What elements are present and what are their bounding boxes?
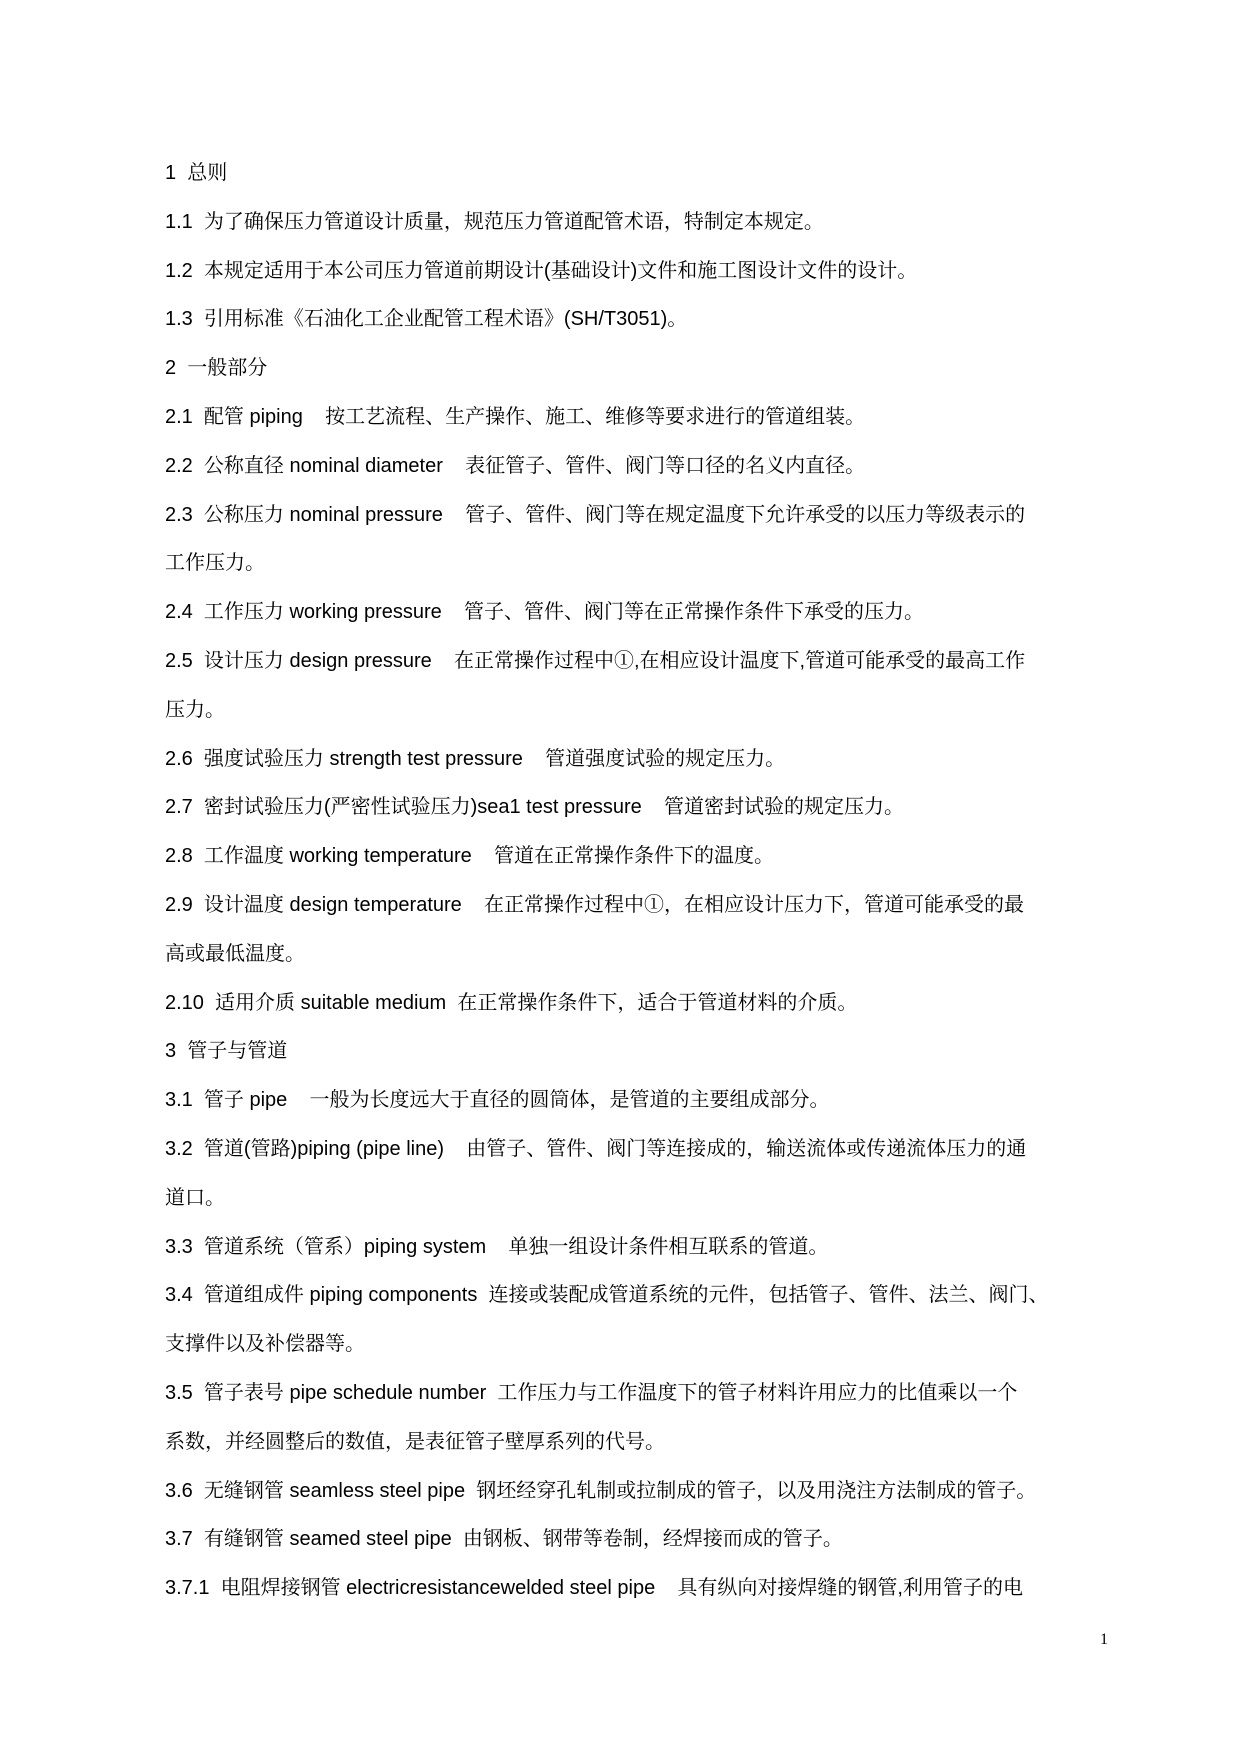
document-body xyxy=(165,149,1115,1613)
clause-2-9: 2.9 设计温度 design temperature 在正常操作过程中①，在相应设计压力下，管道可能承受的最 xyxy=(165,893,1025,916)
clause-2-8: 2.8 工作温度 working temperature 管道在正常操作条件下的温度。 xyxy=(165,845,775,868)
clause-3-7: 3.7 有缝钢管 seamed steel pipe 由钢板、钢带等卷制，经焊接而成的管子。 xyxy=(165,1528,843,1551)
clause-2-1: 2.1 配管 piping 按工艺流程、生产操作、施工、维修等要求进行的管道组装。 xyxy=(165,405,866,428)
clause-3-4: 3.4 管道组成件 piping components 连接或装配成管道系统的元件，包括管子、管件、法兰、阀门、 xyxy=(165,1284,1049,1307)
clause-2-9-continuation: 高或最低温度。 xyxy=(165,942,305,965)
section-heading-pipes: 3 管子与管道 xyxy=(165,1040,288,1063)
clause-3-5: 3.5 管子表号 pipe schedule number 工作压力与工作温度下的管子材料许用应力的比值乘以一个 xyxy=(165,1381,1018,1404)
clause-2-7: 2.7 密封试验压力(严密性试验压力)sea1 test pressure 管道密封试验的规定压力。 xyxy=(165,796,904,819)
clause-2-5-continuation: 压力。 xyxy=(165,698,225,721)
section-heading-general-part: 2 一般部分 xyxy=(165,357,268,380)
section-heading-general: 1 总则 xyxy=(165,162,228,184)
clause-2-10: 2.10 适用介质 suitable medium 在正常操作条件下，适合于管道材料的介质。 xyxy=(165,991,858,1014)
clause-3-6: 3.6 无缝钢管 seamless steel pipe 钢坯经穿孔轧制或拉制成的管子，以及用浇注方法制成的管子。 xyxy=(165,1479,1037,1502)
clause-3-1: 3.1 管子 pipe 一般为长度远大于直径的圆筒体，是管道的主要组成部分。 xyxy=(165,1089,830,1112)
clause-2-4: 2.4 工作压力 working pressure 管子、管件、阀门等在正常操作条件下承受的压力。 xyxy=(165,601,924,624)
clause-2-3-continuation: 工作压力。 xyxy=(165,552,265,575)
clause-2-3: 2.3 公称压力 nominal pressure 管子、管件、阀门等在规定温度下允许承受的以压力等级表示的 xyxy=(165,503,1026,526)
clause-3-2: 3.2 管道(管路)piping (pipe line) 由管子、管件、阀门等连接成的，输送流体或传递流体压力的通 xyxy=(165,1137,1027,1160)
clause-2-2: 2.2 公称直径 nominal diameter 表征管子、管件、阀门等口径的名义内直径。 xyxy=(165,454,866,477)
clause-3-2-continuation: 道口。 xyxy=(165,1186,225,1209)
clause-3-5-continuation: 系数，并经圆整后的数值，是表征管子壁厚系列的代号。 xyxy=(165,1430,665,1453)
clause-1-1: 1.1 为了确保压力管道设计质量，规范压力管道配管术语，特制定本规定。 xyxy=(165,210,824,233)
clause-2-5: 2.5 设计压力 design pressure 在正常操作过程中①,在相应设计温度下,管道可能承受的最高工作 xyxy=(165,649,1026,672)
page-number: 1 xyxy=(1100,1631,1108,1648)
clause-1-3: 1.3 引用标准《石油化工企业配管工程术语》(SH/T3051)。 xyxy=(165,308,688,331)
clause-3-4-continuation: 支撑件以及补偿器等。 xyxy=(165,1333,365,1356)
clause-2-6: 2.6 强度试验压力 strength test pressure 管道强度试验的规定压力。 xyxy=(165,747,786,770)
clause-3-7-1: 3.7.1 电阻焊接钢管 electricresistancewelded steel pipe 具有纵向对接焊缝的钢管,利用管子的电 xyxy=(165,1577,1023,1600)
clause-3-3: 3.3 管道系统（管系）piping system 单独一组设计条件相互联系的管道。 xyxy=(165,1235,829,1258)
clause-1-2: 1.2 本规定适用于本公司压力管道前期设计(基础设计)文件和施工图设计文件的设计。 xyxy=(165,259,918,282)
